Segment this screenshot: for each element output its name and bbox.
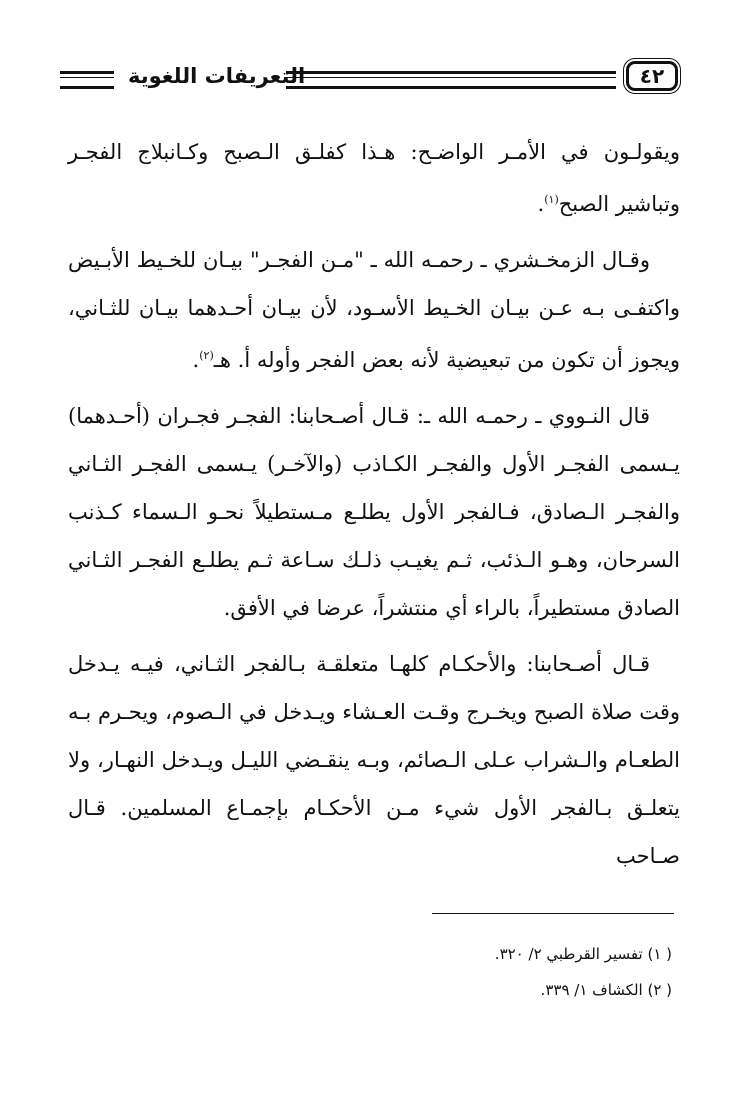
- paragraph-2: وقـال الزمخـشري ـ رحمـه الله ـ "مـن الفجـر" بيـان للخـيط الأبـيض واكتفـى بـه عـن بيـان الخـيط الأسـود، لأن بيـان أحـدهما بيـان للثـاني، ويجوز أن تكون من تبعيضية لأنه بعض الفجر وأوله أ. هـ$^{(٢)}$.: [68, 248, 680, 372]
- page-number: ٤٢: [626, 61, 678, 91]
- footnote-1: ( ١) تفسير القرطبي ٢/ ٣٢٠.: [494, 945, 672, 963]
- main-text: [68, 128, 680, 888]
- paragraph-4: قـال أصـحابنا: والأحكـام كلهـا متعلقـة بـالفجر الثـاني، فيـه يـدخل وقت صلاة الصبح ويخـرج وقـت العـشاء ويـدخل في الـصوم، ويحـرم بـه الطعـام والـشراب عـلى الـصائم، وبـه ينقـضي الليـل ويـدخل النهـار، ولا يتعلـق بـالفجر الأول شيء مـن الأحكـام بإجمـاع المسلمين. قـال صـاحب: [68, 652, 680, 868]
- paragraph-1: ويقولـون في الأمـر الواضـح: هـذا كفلـق الـصبح وكـانبلاج الفجـر وتباشير الصبح$^{(١)}$.: [68, 140, 680, 216]
- header-rule-right: [286, 71, 616, 89]
- footnote-ref-2: (٢): [199, 349, 214, 362]
- header-rule-left: [60, 71, 114, 89]
- running-title: التعريفات اللغوية: [122, 60, 311, 92]
- paragraph-3: قال النـووي ـ رحمـه الله ـ: قـال أصـحابنا: الفجـر فجـران (أحـدهما) يـسمى الفجـر الأول والفجـر الكـاذب (والآخـر) يـسمى الفجـر الثـاني والفجـر الـصادق، فـالفجر الأول يطلـع مـستطيلاً نحـو الـسماء كـذنب السرحان، وهـو الـذئب، ثـم يغيـب ذلـك سـاعة ثـم يطلـع الفجـر الثـاني الصادق مستطيراً، بالراء أي منتشراً، عرضا في الأفق.: [68, 404, 680, 620]
- footnote-2: ( ٢) الكشاف ١/ ٣٣٩.: [540, 981, 672, 999]
- footnote-ref-1: (١): [544, 193, 559, 206]
- footnote-separator: [432, 913, 674, 914]
- footnotes: [300, 945, 672, 1017]
- running-header: [60, 60, 690, 110]
